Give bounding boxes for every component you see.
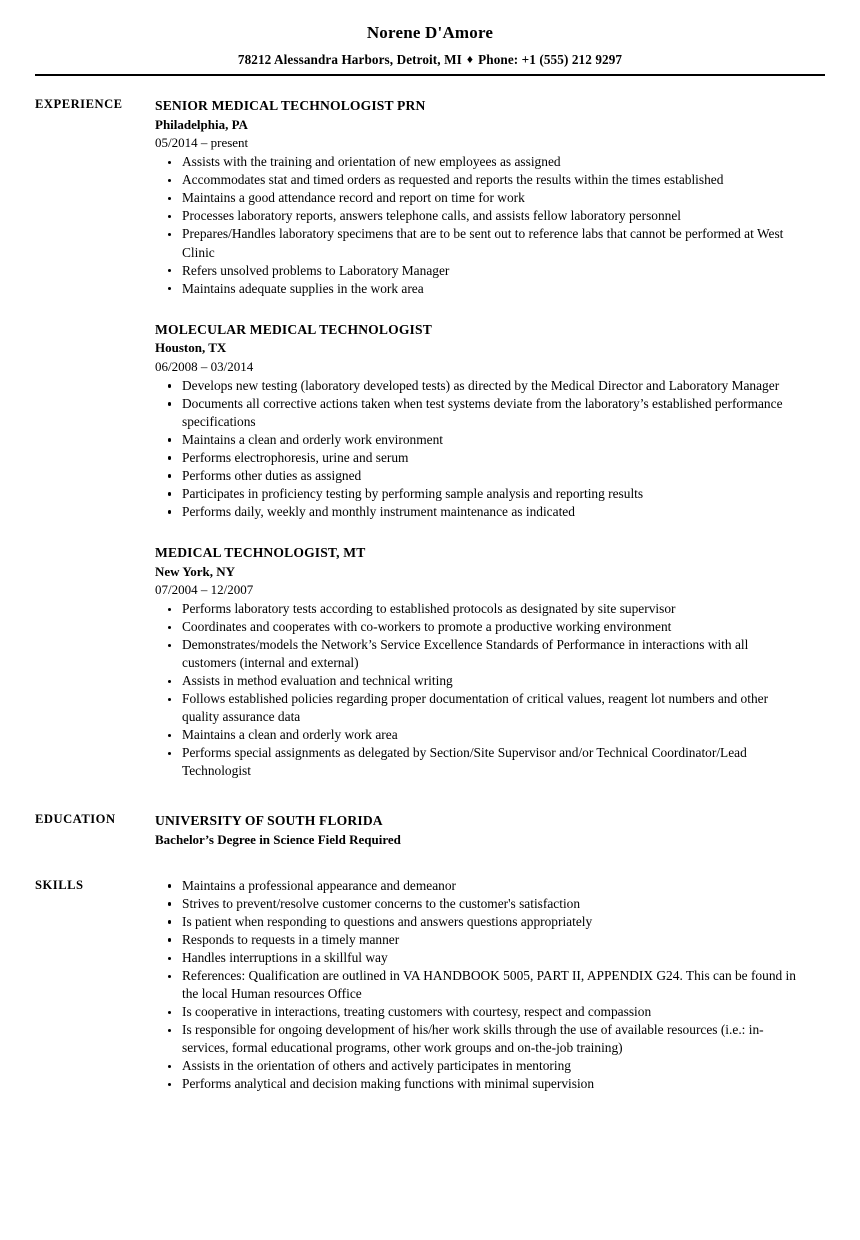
experience-entry <box>155 543 805 780</box>
job-title: MOLECULAR MEDICAL TECHNOLOGIST <box>155 321 432 337</box>
job-dates: 06/2008 – 03/2014 <box>155 358 254 374</box>
list-item: Assists in the orientation of others and actively participates in mentoring <box>155 1057 805 1075</box>
list-item: Responds to requests in a timely manner <box>155 931 805 949</box>
experience-entry <box>155 320 805 521</box>
list-item: Maintains adequate supplies in the work area <box>155 280 805 298</box>
job-responsibility-list <box>155 377 805 521</box>
list-item: Processes laboratory reports, answers telephone calls, and assists fellow laboratory personnel <box>155 207 805 225</box>
contact-line <box>0 52 860 68</box>
job-dates: 07/2004 – 12/2007 <box>155 582 254 598</box>
job-responsibility-list <box>155 600 805 780</box>
list-item: Maintains a good attendance record and report on time for work <box>155 189 805 207</box>
job-dates: 05/2014 – present <box>155 135 249 151</box>
list-item: Coordinates and cooperates with co-workers to promote a productive working environment <box>155 618 805 636</box>
contact-address: 78212 Alessandra Harbors, Detroit, MI <box>237 52 462 68</box>
job-title: MEDICAL TECHNOLOGIST, MT <box>155 544 366 560</box>
job-title: SENIOR MEDICAL TECHNOLOGIST PRN <box>155 98 426 114</box>
list-item: Maintains a clean and orderly work area <box>155 726 805 744</box>
list-item: Performs analytical and decision making functions with minimal supervision <box>155 1075 805 1093</box>
list-item: Demonstrates/models the Network’s Service Excellence Standards of Performance in interactions with all customers (internal and external) <box>155 636 805 672</box>
experience-section <box>0 96 860 780</box>
list-item: References: Qualification are outlined in VA HANDBOOK 5005, PART II, APPENDIX G24. This can be found in the local Human resources Office <box>155 967 805 1003</box>
education-section <box>0 811 860 850</box>
list-item: Participates in proficiency testing by performing sample analysis and reporting results <box>155 485 805 503</box>
job-location: Philadelphia, PA <box>155 116 248 132</box>
list-item: Is responsible for ongoing development of his/her work skills through the use of available resources (i.e.: in-services, formal educational programs, other work groups and on-the-job training) <box>155 1021 805 1057</box>
list-item: Refers unsolved problems to Laboratory Manager <box>155 262 805 280</box>
job-location: New York, NY <box>155 563 236 579</box>
job-responsibility-list <box>155 153 805 297</box>
experience-body <box>155 96 805 780</box>
contact-phone: Phone: +1 (555) 212 9297 <box>478 52 623 68</box>
section-label-experience: EXPERIENCE <box>35 97 123 112</box>
education-body <box>155 811 805 850</box>
list-item: Assists in method evaluation and technical writing <box>155 672 805 690</box>
list-item: Performs electrophoresis, urine and serum <box>155 449 805 467</box>
list-item: Performs daily, weekly and monthly instrument maintenance as indicated <box>155 503 805 521</box>
education-school: UNIVERSITY OF SOUTH FLORIDA <box>155 813 383 829</box>
section-label-education: EDUCATION <box>35 812 116 827</box>
list-item: Follows established policies regarding proper documentation of critical values, reagent lot numbers and other quality assurance data <box>155 690 805 726</box>
job-location: Houston, TX <box>155 340 227 356</box>
resume-header <box>0 0 860 76</box>
list-item: Strives to prevent/resolve customer concerns to the customer's satisfaction <box>155 895 805 913</box>
skills-list <box>155 877 805 1093</box>
experience-entry <box>155 96 805 297</box>
list-item: Develops new testing (laboratory developed tests) as directed by the Medical Director and Laboratory Manager <box>155 377 805 395</box>
list-item: Is patient when responding to questions and answers questions appropriately <box>155 913 805 931</box>
list-item: Is cooperative in interactions, treating customers with courtesy, respect and compassion <box>155 1003 805 1021</box>
list-item: Assists with the training and orientation of new employees as assigned <box>155 153 805 171</box>
header-divider <box>35 74 825 76</box>
list-item: Handles interruptions in a skillful way <box>155 949 805 967</box>
skills-body <box>155 877 805 1093</box>
list-item: Performs laboratory tests according to established protocols as designated by site supervisor <box>155 600 805 618</box>
candidate-name: Norene D'Amore <box>366 23 494 42</box>
list-item: Accommodates stat and timed orders as requested and reports the results within the times established <box>155 171 805 189</box>
list-item: Performs other duties as assigned <box>155 467 805 485</box>
list-item: Maintains a clean and orderly work environment <box>155 431 805 449</box>
education-degree: Bachelor’s Degree in Science Field Required <box>155 832 401 848</box>
section-label-skills: SKILLS <box>35 877 84 892</box>
list-item: Maintains a professional appearance and demeanor <box>155 877 805 895</box>
skills-section <box>0 877 860 1093</box>
list-item: Documents all corrective actions taken when test systems deviate from the laboratory’s established performance specifications <box>155 395 805 431</box>
list-item: Prepares/Handles laboratory specimens that are to be sent out to reference labs that cannot be performed at West Clinic <box>155 225 805 261</box>
diamond-separator-icon: ♦ <box>466 52 474 67</box>
list-item: Performs special assignments as delegated by Section/Site Supervisor and/or Technical Coordinator/Lead Technologist <box>155 744 805 780</box>
